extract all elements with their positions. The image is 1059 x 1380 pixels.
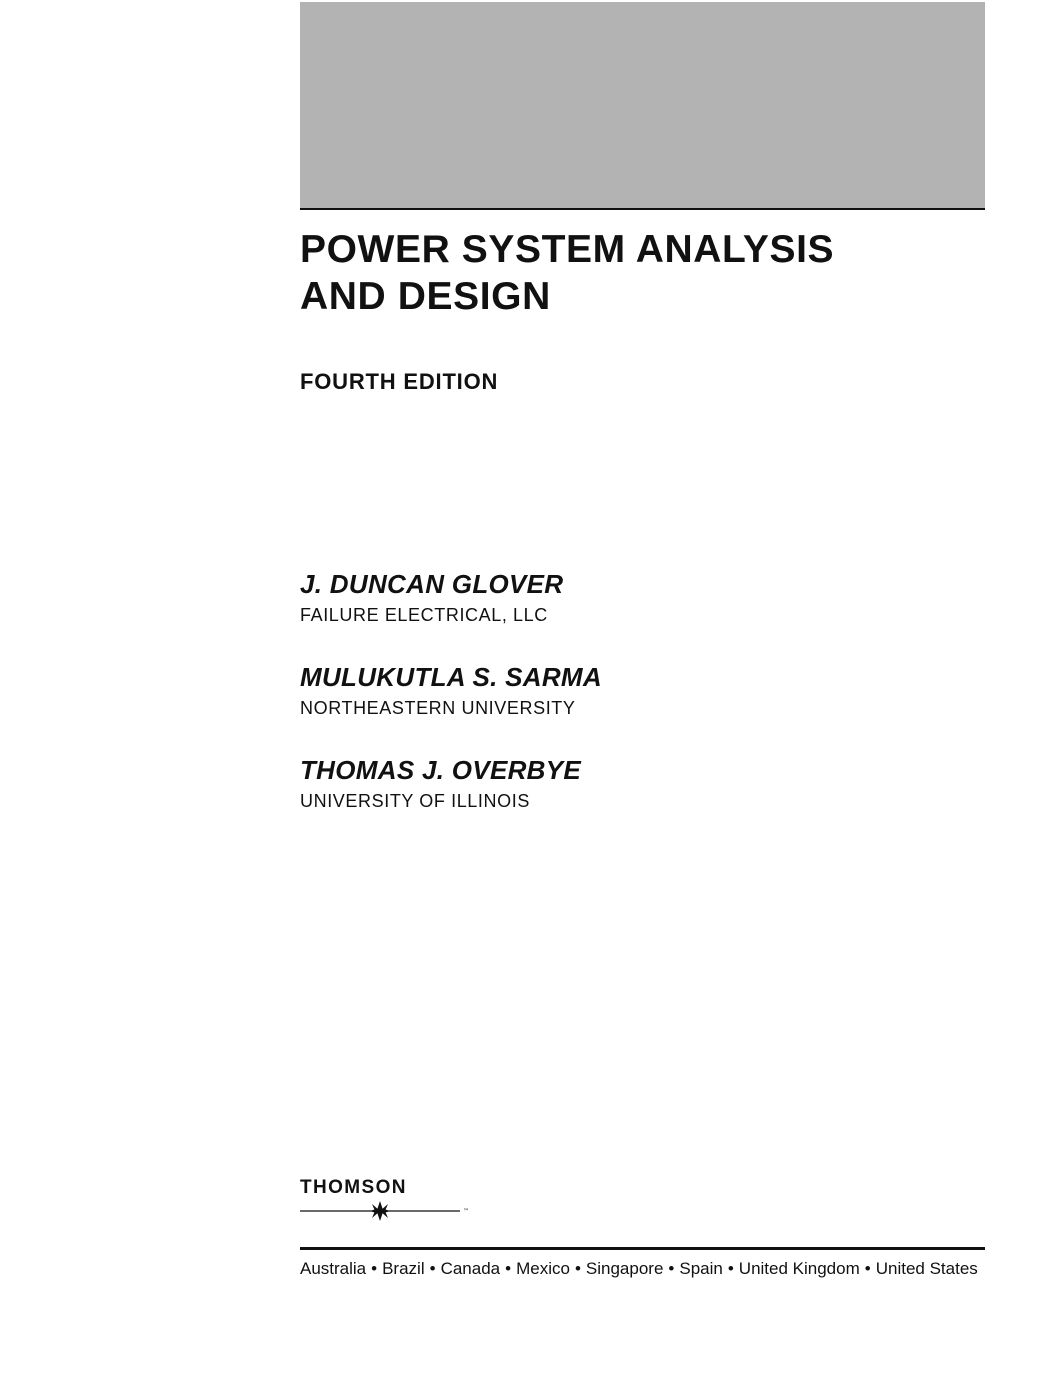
country-item: Spain [679, 1259, 723, 1278]
separator: • [668, 1259, 675, 1278]
separator: • [505, 1259, 512, 1278]
author-block [300, 568, 563, 626]
author-block [300, 661, 602, 719]
country-item: Mexico [516, 1259, 570, 1278]
country-list [300, 1258, 985, 1280]
book-title-line-1: POWER SYSTEM ANALYSIS [300, 228, 835, 271]
trademark-symbol: ™ [463, 1208, 469, 1215]
author-affiliation: FAILURE ELECTRICAL, LLC [300, 605, 548, 625]
cover-gray-block [300, 2, 985, 208]
publisher-logo-text: THOMSON [300, 1177, 407, 1198]
author-affiliation: UNIVERSITY OF ILLINOIS [300, 791, 530, 811]
separator: • [864, 1259, 871, 1278]
separator: • [727, 1259, 734, 1278]
country-item: Brazil [382, 1259, 425, 1278]
country-item: Canada [440, 1259, 501, 1278]
separator: • [429, 1259, 436, 1278]
author-block [300, 754, 581, 812]
country-item: Australia [300, 1259, 367, 1278]
author-name: THOMAS J. OVERBYE [300, 755, 582, 785]
book-title-line-2: AND DESIGN [300, 275, 551, 318]
country-item: United Kingdom [738, 1259, 860, 1278]
separator: • [574, 1259, 581, 1278]
author-name: J. DUNCAN GLOVER [300, 569, 564, 599]
country-item: United States [875, 1259, 978, 1278]
publisher-logo [300, 1177, 480, 1225]
edition-label: FOURTH EDITION [300, 369, 499, 394]
author-name: MULUKUTLA S. SARMA [300, 662, 602, 692]
star-line-icon [300, 1199, 480, 1223]
separator: • [371, 1259, 378, 1278]
author-affiliation: NORTHEASTERN UNIVERSITY [300, 698, 576, 718]
book-title [300, 226, 990, 320]
country-item: Singapore [585, 1259, 664, 1278]
bottom-divider [300, 1247, 985, 1250]
top-divider [300, 208, 985, 210]
